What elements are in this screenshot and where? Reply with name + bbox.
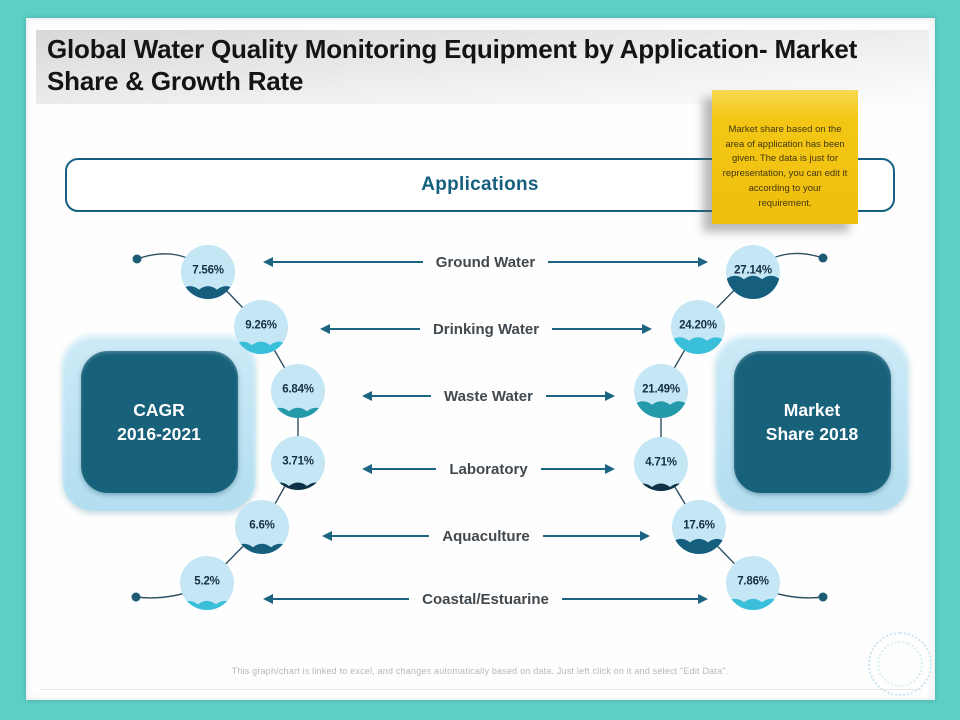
application-label: Coastal/Estuarine (422, 590, 549, 608)
application-label: Aquaculture (442, 527, 530, 545)
cagr-box-inner (81, 351, 238, 493)
arrow-right-icon (698, 594, 708, 604)
arrow-line (548, 261, 698, 263)
market-share-box-line1: Market (783, 399, 841, 420)
arrow-left-icon (362, 391, 372, 401)
arrow-left-icon (263, 257, 273, 267)
market-share-circle-waste-water[interactable] (634, 364, 688, 418)
percentage-value: 4.71% (645, 456, 677, 469)
application-label: Ground Water (435, 253, 536, 271)
cagr-box[interactable] (62, 333, 256, 511)
cagr-circle-ground-water[interactable] (181, 245, 235, 299)
arrow-line (562, 598, 698, 600)
cagr-circle-coastal-estuarine[interactable] (180, 556, 234, 610)
arrow-left-icon (263, 594, 273, 604)
applications-header-label: Applications (421, 174, 539, 195)
sticky-note-text: Market share based on the area of application has been given. The data is just for representation, you can edit it according to your requirement. (722, 124, 848, 209)
water-splash-watermark-icon (868, 632, 932, 696)
percentage-value: 17.6% (683, 519, 715, 532)
percentage-value: 6.6% (249, 519, 275, 532)
percentage-value: 24.20% (679, 319, 717, 332)
cagr-box-line1: CAGR (133, 399, 185, 420)
slide-title: Global Water Quality Monitoring Equipment by Application- Market Share & Growth Rate (47, 34, 858, 96)
app-row-ground-water (263, 251, 708, 273)
app-row-coastal-estuarine (263, 588, 708, 610)
arrow-right-icon (605, 391, 615, 401)
percentage-value: 7.56% (192, 264, 224, 277)
application-label: Laboratory (449, 460, 528, 478)
arrow-line (273, 261, 423, 263)
arrow-line (372, 468, 436, 470)
market-share-circle-coastal-estuarine[interactable] (726, 556, 780, 610)
sticky-note[interactable] (712, 90, 858, 224)
arrow-line (541, 468, 605, 470)
app-row-waste-water (362, 385, 615, 407)
arrow-line (543, 535, 640, 537)
cagr-circle-waste-water[interactable] (271, 364, 325, 418)
app-row-drinking-water (320, 318, 652, 340)
arrow-line (372, 395, 431, 397)
arrow-right-icon (642, 324, 652, 334)
market-share-circle-drinking-water[interactable] (671, 300, 725, 354)
market-share-circle-aquaculture[interactable] (672, 500, 726, 554)
percentage-value: 21.49% (642, 383, 680, 396)
arrow-left-icon (320, 324, 330, 334)
market-share-circle-ground-water[interactable] (726, 245, 780, 299)
percentage-value: 3.71% (282, 455, 314, 468)
market-share-circle-laboratory[interactable] (634, 437, 688, 491)
app-row-aquaculture (322, 525, 650, 547)
percentage-value: 5.2% (194, 575, 220, 588)
cagr-circle-drinking-water[interactable] (234, 300, 288, 354)
cagr-circle-aquaculture[interactable] (235, 500, 289, 554)
application-label: Waste Water (444, 387, 533, 405)
arrow-line (330, 328, 420, 330)
arrow-right-icon (698, 257, 708, 267)
app-row-laboratory (362, 458, 615, 480)
percentage-value: 7.86% (737, 575, 769, 588)
market-share-box[interactable] (715, 333, 909, 511)
arrow-left-icon (362, 464, 372, 474)
arrow-left-icon (322, 531, 332, 541)
arrow-line (552, 328, 642, 330)
arrow-line (273, 598, 409, 600)
footer-note: This graph/chart is linked to excel, and changes automatically based on data. Just left click on it and select "Edit Data". (231, 666, 729, 676)
application-label: Drinking Water (432, 320, 540, 338)
cagr-box-line2: 2016-2021 (117, 424, 201, 444)
arrow-line (332, 535, 429, 537)
arrow-right-icon (605, 464, 615, 474)
percentage-value: 6.84% (282, 383, 314, 396)
percentage-value: 9.26% (245, 319, 277, 332)
cagr-circle-laboratory[interactable] (271, 436, 325, 490)
arrow-line (546, 395, 605, 397)
market-share-box-line2: Share 2018 (765, 424, 859, 444)
arrow-right-icon (640, 531, 650, 541)
slide-bottom-divider (40, 689, 922, 690)
market-share-box-inner (734, 351, 891, 493)
percentage-value: 27.14% (734, 264, 772, 277)
